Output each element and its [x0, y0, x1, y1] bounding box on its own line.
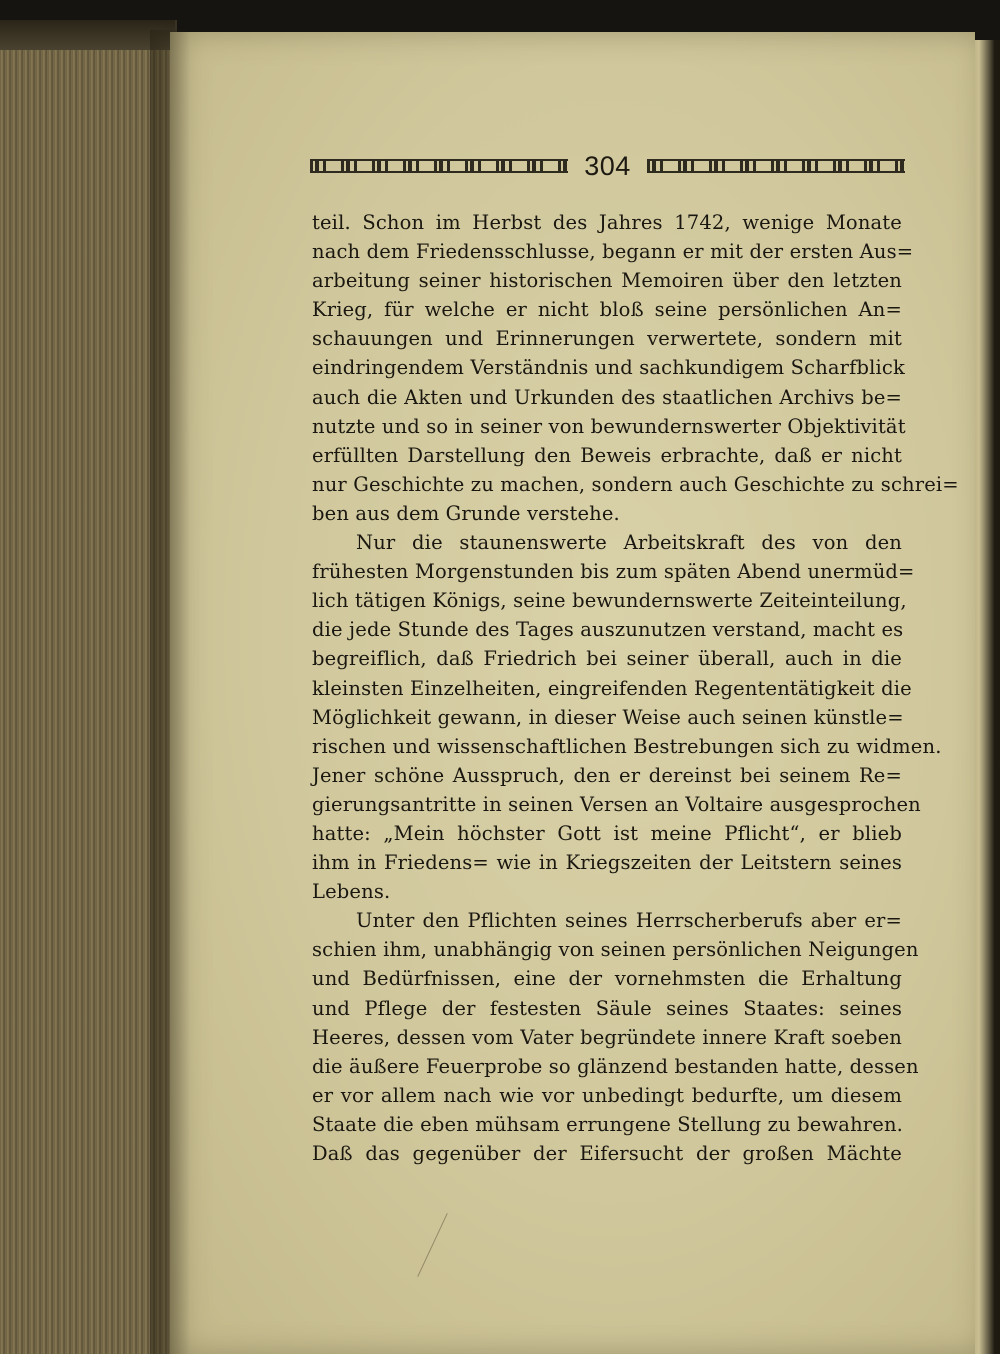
- text-line: die äußere Feuerprobe so glänzend bestanden hatte, dessen: [312, 1054, 919, 1078]
- text-line: eindringendem Verständnis und sachkundigem Scharfblick: [312, 356, 905, 380]
- text-line: gierungsantritte in seinen Versen an Voltaire ausgesprochen: [312, 792, 921, 816]
- text-line: Lebens.: [312, 880, 391, 904]
- text-line: begreiflich, daß Friedrich bei seiner überall, auch in die: [312, 647, 902, 671]
- spine-shadow: [150, 30, 190, 1354]
- text-line: nach dem Friedensschlusse, begann er mit der ersten Aus=: [312, 240, 914, 264]
- text-line: kleinsten Einzelheiten, eingreifenden Regententätigkeit die: [312, 676, 912, 700]
- text-line: frühesten Morgenstunden bis zum späten Abend unermüd=: [312, 560, 915, 584]
- text-line: nur Geschichte zu machen, sondern auch Geschichte zu schrei=: [312, 472, 959, 496]
- right-ornament: [647, 159, 905, 173]
- text-line: Nur die staunenswerte Arbeitskraft des von den: [356, 531, 902, 555]
- text-line: nutzte und so in seiner von bewundernswerter Objektivität: [312, 414, 906, 438]
- text-line: und Bedürfnissen, eine der vornehmsten die Erhaltung: [312, 967, 902, 991]
- text-line: hatte: „Mein höchster Gott ist meine Pflicht“, er blieb: [312, 821, 902, 845]
- text-line: Daß das gegenüber der Eifersucht der großen Mächte: [312, 1142, 902, 1165]
- running-header: [310, 150, 905, 182]
- text-line: Jener schöne Ausspruch, den er dereinst bei seinem Re=: [312, 763, 902, 787]
- text-line: arbeitung seiner historischen Memoiren über den letzten: [312, 269, 902, 293]
- text-line: schauungen und Erinnerungen verwertete, sondern mit: [312, 327, 902, 351]
- text-line: lich tätigen Königs, seine bewundernswerte Zeiteinteilung,: [312, 589, 907, 613]
- left-ornament: [310, 159, 568, 173]
- text-line: ihm in Friedens= wie in Kriegszeiten der Leitstern seines: [312, 851, 902, 875]
- text-line: die jede Stunde des Tages auszunutzen verstand, macht es: [312, 618, 904, 642]
- text-line: rischen und wissenschaftlichen Bestrebungen sich zu widmen.: [312, 734, 942, 758]
- text-line: er vor allem nach wie vor unbedingt bedurfte, um diesem: [312, 1083, 902, 1107]
- text-line: teil. Schon im Herbst des Jahres 1742, wenige Monate: [312, 211, 902, 234]
- text-line: Staate die eben mühsam errungene Stellung zu bewahren.: [312, 1112, 904, 1136]
- text-line: Krieg, für welche er nicht bloß seine persönlichen An=: [312, 298, 902, 322]
- body-text: [312, 208, 959, 1168]
- text-line: auch die Akten und Urkunden des staatlichen Archivs be=: [312, 385, 902, 409]
- text-line: Unter den Pflichten seines Herrscherberufs aber er=: [356, 909, 902, 933]
- text-line: Heeres, dessen vom Vater begründete innere Kraft soeben: [312, 1025, 902, 1049]
- page-edges-top: [0, 20, 175, 50]
- text-line: und Pflege der festesten Säule seines Staates: seines: [312, 996, 902, 1020]
- text-line: erfüllten Darstellung den Beweis erbrachte, daß er nicht: [312, 443, 902, 467]
- text-line: ben aus dem Grunde verstehe.: [312, 501, 620, 525]
- text-line: Möglichkeit gewann, in dieser Weise auch seinen künstle=: [312, 705, 904, 729]
- page-number: 304: [584, 150, 631, 181]
- text-line: schien ihm, unabhängig von seinen persönlichen Neigungen: [312, 938, 919, 962]
